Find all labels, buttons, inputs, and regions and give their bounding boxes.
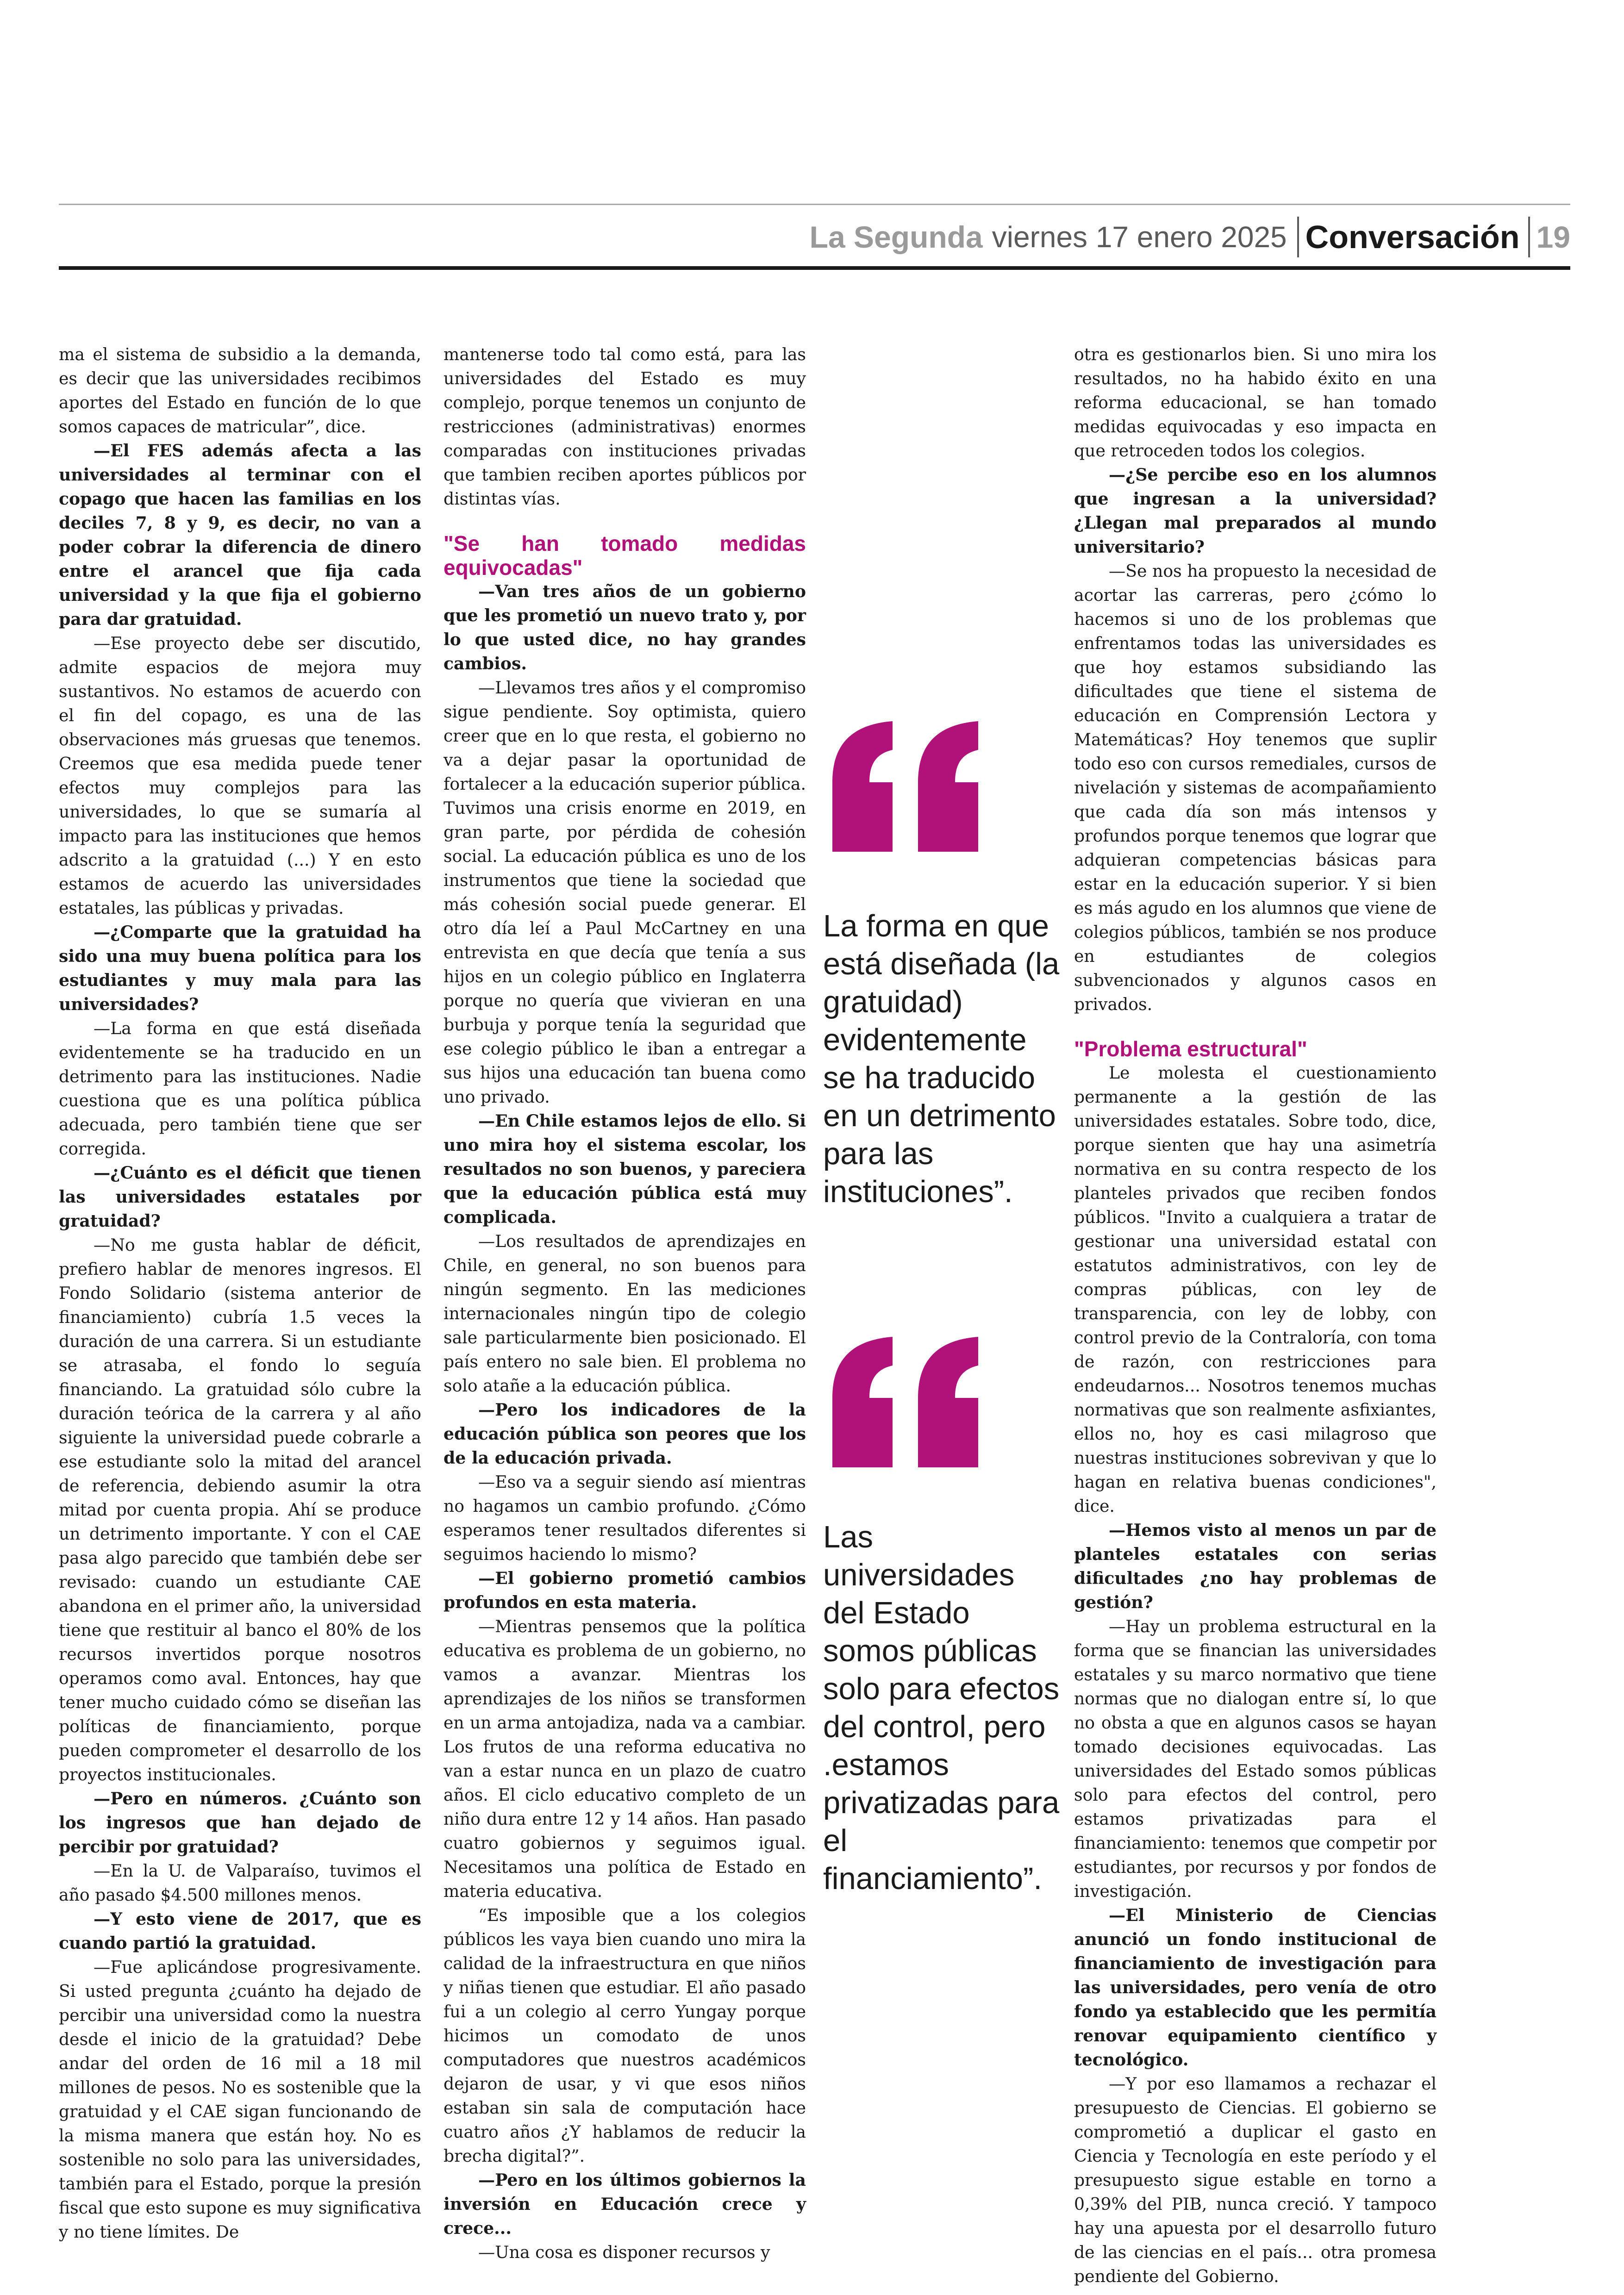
header-bar <box>810 209 1570 265</box>
answer: —Fue aplicándose progresivamente. Si usted pregunta ¿cuánto ha dejado de percibir una universidad como la nuestra desde el inicio de la gratuidad? Debe andar del orden de 16 mil a 18 mil millones de pesos. No es sostenible que la gratuidad y el CAE sigan funcionando de la misma manera que están hoy. No es sostenible no solo para las universidades, también para el Estado, porque la presión fiscal que esto supone es muy significativa y no tiene límites. De <box>59 1957 421 2242</box>
paragraph: mantenerse todo tal como está, para las universidades del Estado es muy complejo, porque tenemos un conjunto de restricciones (administrativas) enormes comparadas con instituciones privadas que tambien reciben aportes públicos por distintas vías. <box>443 344 806 509</box>
section-name: Conversación <box>1305 219 1520 255</box>
question: —¿Se percibe eso en los alumnos que ingresan a la universidad? ¿Llegan mal preparados al mundo universitario? <box>1074 465 1437 557</box>
article-column-2 <box>443 343 806 2264</box>
subheading: "Se han tomado medidas equivocadas" <box>443 531 806 580</box>
article-column-1 <box>59 343 421 2244</box>
subheading: "Problema estructural" <box>1074 1037 1307 1061</box>
answer: —La forma en que está diseñada evidentemente se ha traducido en un detrimento para las instituciones. Nadie cuestiona que es una política pública adecuada, pero también tiene que ser corregida. <box>59 1018 421 1159</box>
question: —¿Comparte que la gratuidad ha sido una muy buena política para los estudiantes y muy mala para las universidades? <box>59 922 421 1014</box>
quote-mark-icon <box>823 1328 990 1472</box>
question: —En Chile estamos lejos de ello. Si uno mira hoy el sistema escolar, los resultados no son buenos, y pareciera que la educación pública está muy complicada. <box>443 1111 806 1227</box>
paragraph: Le molesta el cuestionamiento permanente a la gestión de las universidades estatales. Sobre todo, dice, porque sienten que hay una asimetría normativa en su contra respecto de los planteles privados que reciben fondos públicos. "Invito a cualquiera a tratar de gestionar una universidad estatal con estatutos administrativos, con ley de compras públicas, con ley de transparencia, con ley de lobby, con control previo de la Contraloría, con toma de razón, con restricciones para endeudarnos... Nosotros tenemos muchas normativas que son realmente asfixiantes, ellos no, hoy es casi milagroso que nuestras instituciones sobrevivan y que lo hagan en relativa buenas condiciones", dice. <box>1074 1063 1437 1516</box>
question: —El FES además afecta a las universidades al terminar con el copago que hacen las familias en los deciles 7, 8 y 9, es decir, no van a poder cobrar la diferencia de dinero entre el arancel que fija cada universidad y la que fija el gobierno para dar gratuidad. <box>59 441 421 629</box>
answer: —Eso va a seguir siendo así mientras no hagamos un cambio profundo. ¿Cómo esperamos tener resultados diferentes si seguimos haciendo lo mismo? <box>443 1472 806 1564</box>
header-rule <box>59 266 1570 270</box>
answer: —No me gusta hablar de déficit, prefiero hablar de menores ingresos. El Fondo Solidario (sistema anterior de financiamiento) cubría 1.5 veces la duración de una carrera. Si un estudiante se atrasaba, el fondo lo seguía financiando. La gratuidad sólo cubre la duración teórica de la carrera y al año siguiente la universidad puede cobrarle a ese estudiante solo la mitad del arancel de referencia, debiendo asumir la otra mitad por cuenta propia. Ahí se produce un detrimento importante. Y con el CAE pasa algo parecido que también debe ser revisado: cuando un estudiante CAE abandona en el primer año, la universidad tiene que restituir al banco el 80% de los recursos invertidos porque nosotros operamos como aval. Entonces, hay que tener mucho cuidado cómo se diseñan las políticas de financiamiento, porque pueden comprometer el desarrollo de los proyectos institucionales. <box>59 1235 421 1784</box>
pull-quote-1 <box>823 713 1064 1209</box>
article-column-4 <box>1074 343 1437 2289</box>
answer: —Mientras pensemos que la política educativa es problema de un gobierno, no vamos a avanzar. Mientras los aprendizajes de los niños se transformen en un arma antojadiza, nada va a cambiar. Los frutos de una reforma educativa no van a estar nunca en un plazo de cuatro años. El ciclo educativo completo de un niño dura entre 12 y 14 años. Han pasado cuatro gobiernos y seguimos igual. Necesitamos una política de Estado en materia educativa. <box>443 1616 806 1901</box>
question: —El gobierno prometió cambios profundos en esta materia. <box>443 1568 806 1612</box>
page-header <box>59 209 1570 265</box>
answer: “Es imposible que a los colegios públicos les vaya bien cuando uno mira la calidad de la infraestructura en que niños y niñas tienen que estudiar. El año pasado fui a un colegio al cerro Yungay porque hicimos un comodato de unos computadores que nuestros académicos dejaron de usar, y vi que esos niños estaban sin sala de computación hace cuatro años ¿Y hablamos de reducir la brecha digital?”. <box>443 1905 806 2166</box>
quote-mark-icon <box>823 713 990 856</box>
question: —Hemos visto al menos un par de planteles estatales con serias dificultades ¿no hay problemas de gestión? <box>1074 1520 1437 1612</box>
answer: —Se nos ha propuesto la necesidad de acortar las carreras, pero ¿cómo lo hacemos si uno de los problemas que enfrentamos todas las universidades es que hoy estamos subsidiando las dificultades que tiene el sistema de educación en Comprensión Lectora y Matemáticas? Hoy tenemos que suplir todo eso con cursos remediales, cursos de nivelación y sistemas de acompañamiento que cada día son más intensos y profundos porque tenemos que lograr que adquieran competencias básicas para estar en la educación superior. Y si bien es más agudo en los alumnos que viene de colegios públicos, también se nos produce en estudiantes de colegios subvencionados y algunos casos en privados. <box>1074 561 1437 1014</box>
question: —Van tres años de un gobierno que les prometió un nuevo trato y, por lo que usted dice, no hay grandes cambios. <box>443 581 806 674</box>
paragraph: ma el sistema de subsidio a la demanda, es decir que las universidades recibimos aportes del Estado en función de lo que somos capaces de matricular”, dice. <box>59 344 421 437</box>
answer: —Una cosa es disponer recursos y <box>478 2242 770 2262</box>
question: —El Ministerio de Ciencias anunció un fondo institucional de financiamiento de investigación para las universidades, pero venía de otro fondo ya establecido que les permitía renovar equipamiento científico y tecnológico. <box>1074 1905 1437 2070</box>
header-separator <box>1297 217 1299 257</box>
paragraph: otra es gestionarlos bien. Si uno mira los resultados, no ha habido éxito en una reforma educacional, se han tomado medidas equivocadas y eso impacta en que retroceden todos los colegios. <box>1074 344 1437 461</box>
answer: —Los resultados de aprendizajes en Chile, en general, no son buenos para ningún segmento. En las mediciones internacionales ningún tipo de colegio sale particularmente bien posicionado. El país entero no sale bien. El problema no solo atañe a la educación pública. <box>443 1231 806 1396</box>
question: —¿Cuánto es el déficit que tienen las universidades estatales por gratuidad? <box>59 1163 421 1231</box>
question: —Pero en números. ¿Cuánto son los ingresos que han dejado de percibir por gratuidad? <box>59 1789 421 1857</box>
issue-date: viernes 17 enero 2025 <box>992 220 1287 254</box>
header-separator-2 <box>1528 217 1530 257</box>
top-divider <box>59 204 1570 205</box>
pull-quote-text: Las universidades del Estado somos públicas solo para efectos del control, pero .estamos privatizadas para el financiamiento”. <box>823 1520 1060 1896</box>
answer: —Hay un problema estructural en la forma que se financian las universidades estatales y su marco normativo que tiene normas que no dialogan entre sí, lo que no obsta a que en algunos casos se hayan tomado decisiones equivocadas. Las universidades del Estado somos públicas solo para efectos del control, pero estamos privatizadas para el financiamiento: tenemos que competir por estudiantes, por recursos y por fondos de investigación. <box>1074 1616 1437 1901</box>
answer: —Ese proyecto debe ser discutido, admite espacios de mejora muy sustantivos. No estamos de acuerdo con el fin del copago, es una de las observaciones más gruesas que tenemos. Creemos que esa medida puede tener efectos muy complejos para las universidades, lo que se sumaría al impacto para las instituciones que hemos adscrito a la gratuidad (...) Y en esto estamos de acuerdo las universidades estatales, las públicas y privadas. <box>59 633 421 918</box>
answer: —Llevamos tres años y el compromiso sigue pendiente. Soy optimista, quiero creer que en lo que resta, el gobierno no va a dejar pasar la oportunidad de fortalecer a la educación superior pública. Tuvimos una crisis enorme en 2019, en gran parte, por pérdida de cohesión social. La educación pública es uno de los instrumentos que tiene la sociedad que más cohesión social puede generar. El otro día leí a Paul McCartney en una entrevista en que decía que tenía a sus hijos en un colegio público en Inglaterra porque no quería que vivieran en una burbuja y porque tenía la seguridad que ese colegio público le iban a entregar a sus hijos una educación tan buena como uno privado. <box>443 678 806 1107</box>
pull-quote-2 <box>823 1328 1064 1896</box>
answer: —Y por eso llamamos a rechazar el presupuesto de Ciencias. El gobierno se comprometió a duplicar el gasto en Ciencia y Tecnología en este período y el presupuesto sigue estable en torno a 0,39% del PIB, nunca creció. Y tampoco hay una apuesta por el desarrollo futuro de las ciencias en el país... otra promesa pendiente del Gobierno. <box>1074 2074 1437 2286</box>
question: —Pero en los últimos gobiernos la inversión en Educación crece y crece... <box>443 2170 806 2238</box>
page-number: 19 <box>1536 220 1570 254</box>
publication-name: La Segunda <box>809 220 983 254</box>
pull-quote-text: La forma en que está diseñada (la gratuidad) evidentemente se ha traducido en un detrimento para las instituciones”. <box>823 909 1060 1209</box>
question: —Y esto viene de 2017, que es cuando partió la gratuidad. <box>59 1909 421 1953</box>
answer: —En la U. de Valparaíso, tuvimos el año pasado $4.500 millones menos. <box>59 1861 421 1905</box>
question: —Pero los indicadores de la educación pública son peores que los de la educación privada. <box>443 1400 806 1468</box>
